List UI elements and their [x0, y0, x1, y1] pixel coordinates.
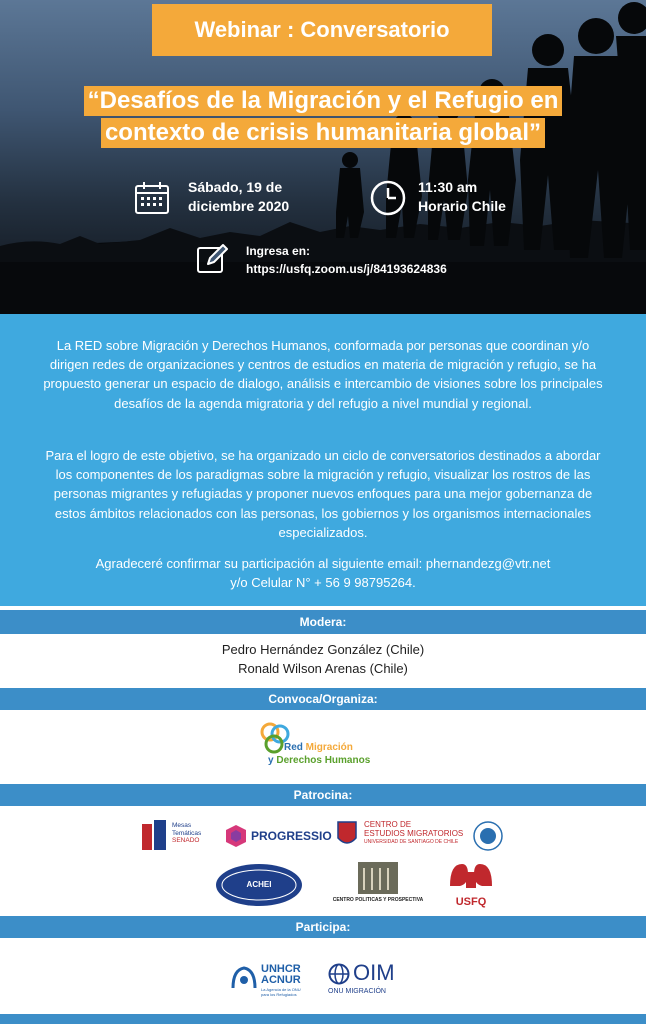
footer-strip [0, 1014, 646, 1024]
hands-icon [230, 964, 258, 992]
title-line-1: “Desafíos de la Migración y el Refugio en [84, 86, 563, 116]
modera-heading: Modera: [0, 610, 646, 634]
moderator-name: Ronald Wilson Arenas (Chile) [238, 661, 408, 676]
participa-heading: Participa: [0, 916, 646, 938]
contact-info [40, 554, 606, 592]
patrocina-heading: Patrocina: [0, 784, 646, 806]
zoom-link-label: Ingresa en: [246, 244, 311, 258]
dragons-icon [446, 856, 496, 896]
usfq-logo: USFQ [446, 856, 496, 910]
convoca-heading: Convoca/Organiza: [0, 688, 646, 710]
shield-icon [336, 820, 358, 850]
moderator-name: Pedro Hernández González (Chile) [221, 642, 425, 657]
globe-icon [328, 963, 350, 985]
clock-icon [368, 178, 408, 218]
zoom-link-url[interactable]: https://usfq.zoom.us/j/84193624836 [246, 262, 447, 276]
description-panel [0, 314, 646, 606]
progressio-logo: PROGRESSIO [224, 822, 324, 850]
event-title [0, 86, 646, 150]
moderators [0, 640, 646, 678]
unhcr-logo: UNHCR ACNUR La Agencia de la ONU para los Refugiados [230, 962, 320, 998]
zoom-link[interactable] [246, 242, 447, 278]
contact-email: Agradeceré confirmar su participación al siguiente email: phernandezg@vtr.net [95, 556, 551, 571]
mesas-tematicas-logo: Mesas Temáticas SENADO [140, 818, 210, 854]
intro-paragraph: La RED sobre Migración y Derechos Humanos, conformada por personas que coordinan y/o dirigen redes de organizaciones y centros de estudios en materia de migración y refugio, se ha propuesto generar un espacio de dialogo, análisis e intercambio de visiones sobre los principales desafíos de la agenda migratoria y del refugio a nivel mundial y regional. [43, 338, 603, 411]
hero-banner [0, 0, 646, 314]
oim-logo: OIM ONU MIGRACIÓN [328, 960, 395, 995]
objective-paragraph: Para el logro de este objetivo, se ha organizado un ciclo de conversatorios destinados a abordar los componentes de los paradigmas sobre la migración y refugio, visualizar los rostros de las personas migrantes y refugiadas y proponer nuevos enfoques para una mejor gobernanza de estos ámbitos relacionados con las personas, los gobiernos y los organismos internacionales especializados. [45, 448, 601, 540]
calendar-icon [134, 181, 170, 215]
achei-logo: ACHEI [214, 862, 304, 908]
webinar-badge: Webinar : Conversatorio [152, 4, 492, 56]
title-line-2: contexto de crisis humanitaria global” [101, 118, 545, 148]
senado-icon [140, 818, 170, 852]
centro-politicas-logo: CENTRO POLITICAS Y PROSPECTIVA [326, 862, 430, 906]
centro-estudios-migratorios-logo: CENTRO DE ESTUDIOS MIGRATORIOS UNIVERSIDAD DE SANTIAGO DE CHILE [336, 818, 506, 854]
contact-phone: y/o Celular N° + 56 9 98795264. [230, 575, 416, 591]
hexagon-icon [224, 824, 248, 848]
event-date: Sábado, 19 de diciembre 2020 [188, 179, 290, 214]
edit-icon [196, 242, 230, 276]
event-time: 11:30 am Horario Chile [418, 179, 506, 214]
red-migracion-logo: Red Migración y Derechos Humanos [258, 718, 398, 772]
building-icon [358, 862, 398, 894]
globe-icon [472, 820, 504, 852]
